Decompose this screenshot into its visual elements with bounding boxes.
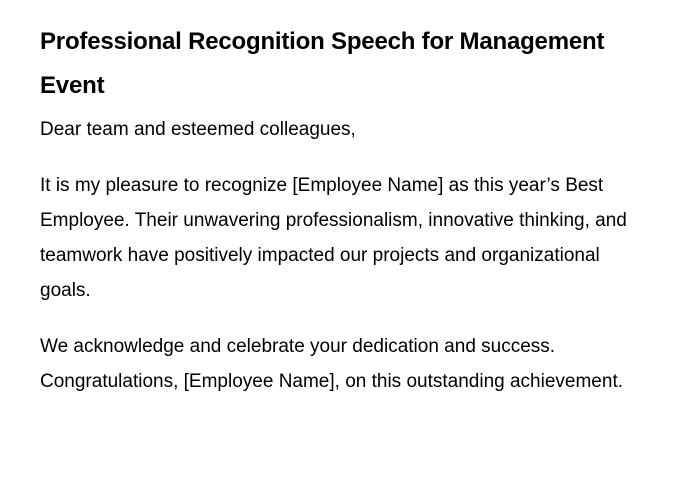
congratulations-paragraph: We acknowledge and celebrate your dedication and success. Congratulations, [Employee Name], on this outstanding achievement. — [40, 336, 623, 392]
recognition-paragraph: It is my pleasure to recognize [Employee Name] as this year’s Best Employee. Their unwavering professionalism, innovative thinking, and teamwork have positively impacted our projects and organizational goals. — [40, 175, 627, 301]
document-body — [40, 20, 650, 399]
greeting-line: Dear team and esteemed colleagues, — [40, 119, 356, 140]
document-title: Professional Recognition Speech for Management Event — [40, 28, 605, 99]
